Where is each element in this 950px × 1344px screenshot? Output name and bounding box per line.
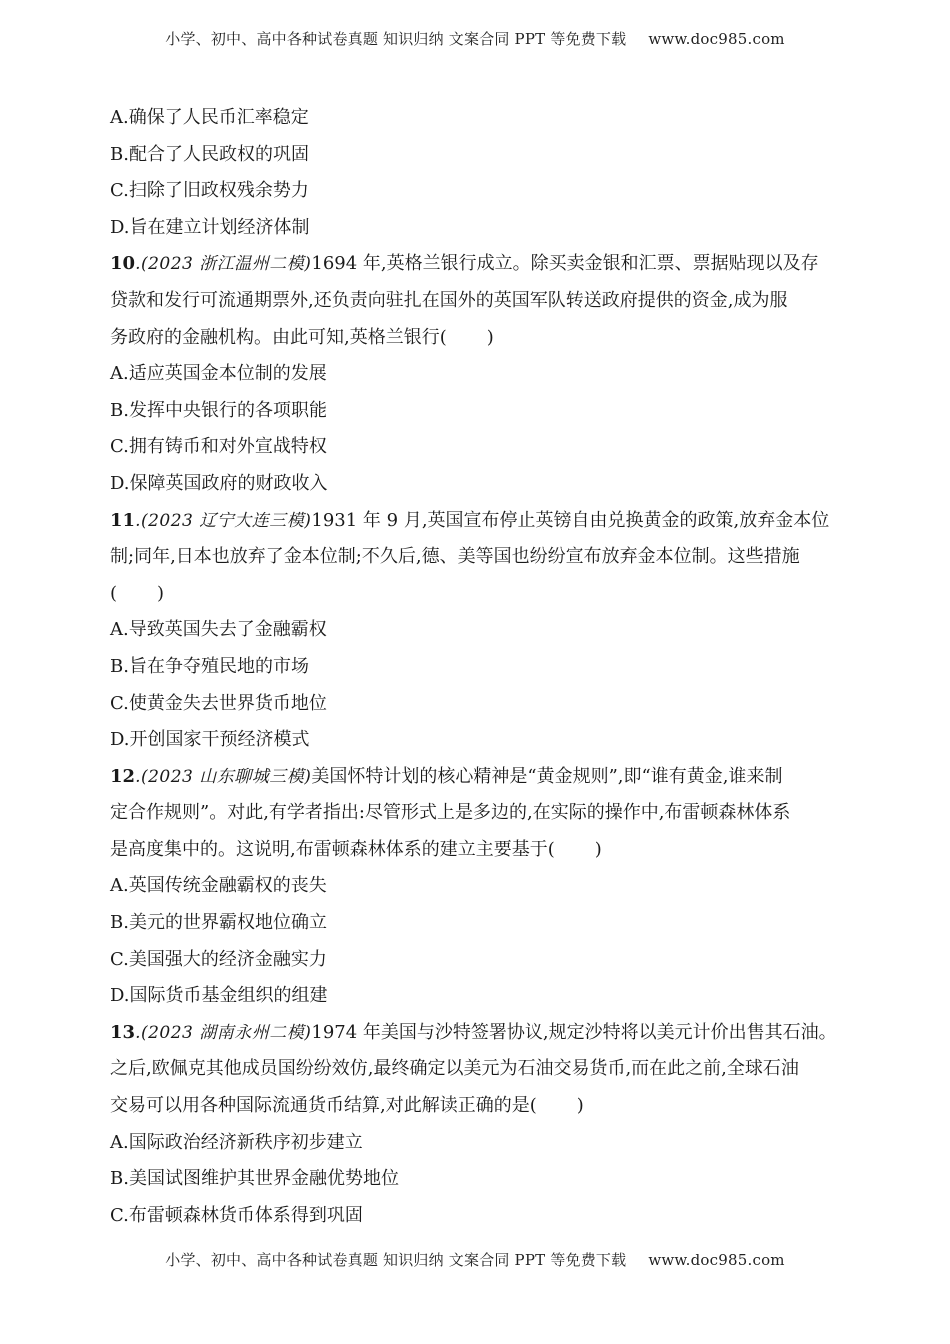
q12-option-d: D.国际货币基金组织的组建	[110, 985, 328, 1007]
q13-option-a: A.国际政治经济新秩序初步建立	[110, 1131, 363, 1153]
q12-number: 12	[110, 765, 136, 787]
q11-stem-line-3: ( )	[110, 582, 165, 604]
q9-option-a: A.确保了人民币汇率稳定	[110, 107, 309, 128]
q10-number: 10	[110, 253, 136, 275]
q12-stem-line-2: 定合作规则”。对此,有学者指出:尽管形式上是多边的,在实际的操作中,布雷顿森林体系	[110, 802, 791, 824]
q9-option-b: B.配合了人民政权的巩固	[110, 143, 309, 165]
header-text: 小学、初中、高中各种试卷真题 知识归纳 文案合同 PPT 等免费下载	[165, 30, 627, 48]
q11-option-b: B.旨在争夺殖民地的市场	[110, 655, 309, 677]
q13-option-b: B.美国试图维护其世界金融优势地位	[110, 1168, 399, 1190]
q13-stem-line-1: 13.(2023 湖南永州二模)1974 年美国与沙特签署协议,规定沙特将以美元计价出售其石油。	[110, 1021, 837, 1043]
q10-source: .(2023 浙江温州二模)	[135, 254, 312, 275]
q10-stem-line-2: 贷款和发行可流通期票外,还负责向驻扎在国外的英国军队转送政府提供的资金,成为服	[110, 289, 788, 311]
footer-text: 小学、初中、高中各种试卷真题 知识归纳 文案合同 PPT 等免费下载	[165, 1251, 627, 1269]
q9-option-d: D.旨在建立计划经济体制	[110, 216, 310, 238]
footer-url[interactable]: www.doc985.com	[648, 1251, 785, 1269]
q10-stem-line-3: 务政府的金融机构。由此可知,英格兰银行( )	[110, 326, 494, 348]
q10-option-c: C.拥有铸币和对外宣战特权	[110, 436, 327, 458]
q10-stem-line-1: 10.(2023 浙江温州二模)1694 年,英格兰银行成立。除买卖金银和汇票、票据贴现以及存	[110, 253, 819, 275]
q11-option-d: D.开创国家干预经济模式	[110, 729, 310, 751]
q12-source: .(2023 山东聊城三模)	[135, 766, 312, 787]
q10-option-a: A.适应英国金本位制的发展	[110, 363, 327, 385]
q11-option-c: C.使黄金失去世界货币地位	[110, 692, 327, 714]
q12-option-b: B.美元的世界霸权地位确立	[110, 912, 327, 934]
q13-source: .(2023 湖南永州二模)	[135, 1022, 312, 1043]
q10-option-b: B.发挥中央银行的各项职能	[110, 399, 327, 421]
q13-stem-line-3: 交易可以用各种国际流通货币结算,对此解读正确的是( )	[110, 1095, 584, 1117]
page-header	[0, 28, 950, 49]
q11-source: .(2023 辽宁大连三模)	[135, 510, 312, 531]
q9-option-c: C.扫除了旧政权残余势力	[110, 180, 309, 202]
q11-option-a: A.导致英国失去了金融霸权	[110, 619, 327, 641]
q11-stem-line-2: 制;同年,日本也放弃了金本位制;不久后,德、美等国也纷纷宣布放弃金本位制。这些措施	[110, 546, 800, 568]
q12-option-c: C.美国强大的经济金融实力	[110, 948, 327, 970]
q12-stem-line-3: 是高度集中的。这说明,布雷顿森林体系的建立主要基于( )	[110, 838, 602, 860]
q13-option-c: C.布雷顿森林货币体系得到巩固	[110, 1204, 363, 1226]
q10-option-d: D.保障英国政府的财政收入	[110, 472, 328, 494]
q13-number: 13	[110, 1021, 136, 1043]
q12-stem-line-1: 12.(2023 山东聊城三模)美国怀特计划的核心精神是“黄金规则”,即“谁有黄金,谁来制	[110, 765, 783, 787]
q12-option-a: A.英国传统金融霸权的丧失	[110, 875, 327, 897]
page-footer	[0, 1249, 950, 1270]
document-body	[110, 100, 850, 1234]
q11-number: 11	[110, 509, 136, 531]
header-url[interactable]: www.doc985.com	[648, 30, 785, 48]
q11-stem-line-1: 11.(2023 辽宁大连三模)1931 年 9 月,英国宣布停止英镑自由兑换黄金的政策,放弃金本位	[110, 509, 830, 531]
q13-stem-line-2: 之后,欧佩克其他成员国纷纷效仿,最终确定以美元为石油交易货币,而在此之前,全球石油	[110, 1058, 799, 1080]
